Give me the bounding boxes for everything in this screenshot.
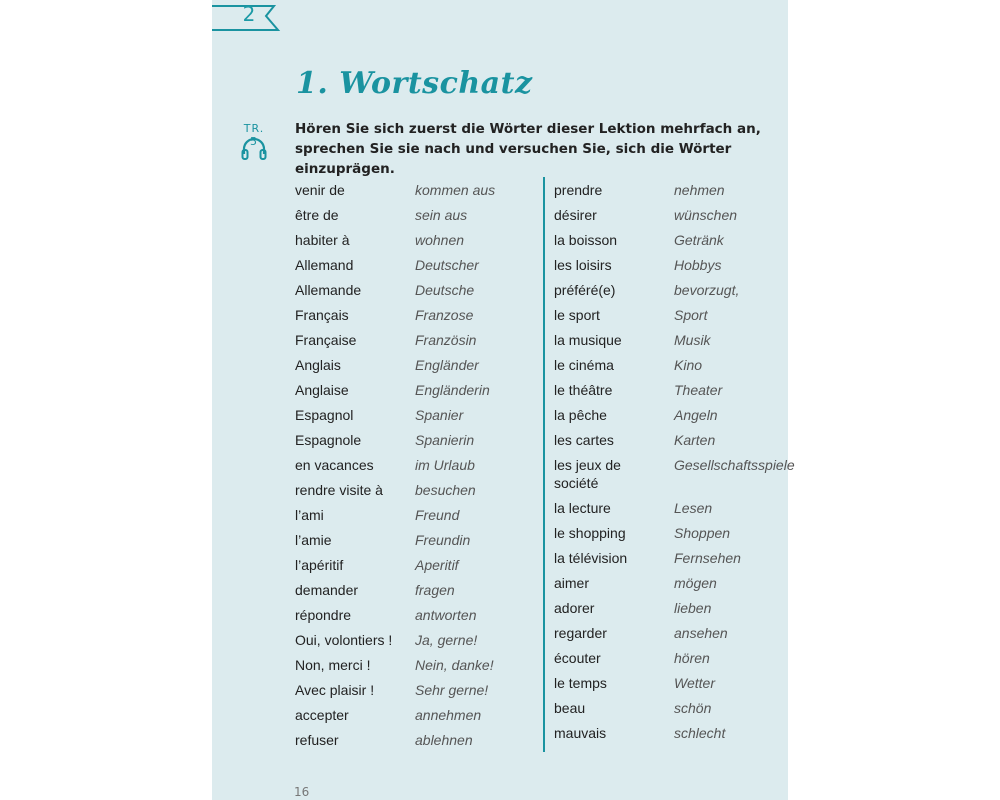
vocab-french: aimer [554,575,590,591]
vocab-french: la lecture [554,500,611,516]
vocab-french: mauvais [554,725,607,741]
vocab-french: désirer [554,207,597,223]
vocab-german: Freundin [415,532,471,548]
vocab-french: venir de [295,182,345,198]
vocab-german: Sport [674,307,708,323]
vocab-german: Wetter [674,675,715,691]
vocab-french: Espagnol [295,407,354,423]
chapter-number: 2 [242,2,256,26]
vocab-french: l’ami [295,507,324,523]
vocab-french: la télévision [554,550,628,566]
vocab-german: nehmen [674,182,725,198]
vocab-french: Anglais [295,357,341,373]
vocab-german: wohnen [415,232,465,248]
vocab-french: l’apéritif [295,557,344,573]
vocab-german: Musik [674,332,711,348]
vocab-german: Theater [674,382,723,398]
vocab-french: Français [295,307,349,323]
vocab-french: Non, merci ! [295,657,371,673]
book-page [212,0,795,800]
vocab-german: Freund [415,507,460,523]
section-title: 1. Wortschatz [296,66,533,101]
vocab-german: kommen aus [415,182,496,198]
vocab-french: préféré(e) [554,282,616,298]
vocab-french: Anglaise [295,382,349,398]
vocab-german: Nein, danke! [415,657,494,673]
vocab-german: sein aus [415,207,468,223]
instructions-text: Hören Sie sich zuerst die Wörter dieser Lektion mehrfach an, sprechen Sie sie nach und versuchen Sie, sich die Wörter einzuprägen. [295,121,761,177]
vocab-german: Lesen [674,500,713,516]
headphones-icon [241,137,267,161]
vocab-french: les jeux de société [554,457,621,491]
vocab-german: Ja, gerne! [415,632,478,648]
vocab-french: la musique [554,332,622,348]
vocab-french: le cinéma [554,357,614,373]
vocab-german: schön [674,700,712,716]
vocab-german: besuchen [415,482,476,498]
vocab-french: la pêche [554,407,607,423]
vocab-german: ablehnen [415,732,473,748]
vocab-german: im Urlaub [415,457,475,473]
vocab-french: Oui, volontiers ! [295,632,393,648]
vocab-french: la boisson [554,232,618,248]
vocab-french: prendre [554,182,603,198]
vocab-german: bevorzugt, [674,282,740,298]
vocab-german: Spanierin [415,432,475,448]
vocab-french: l’amie [295,532,332,548]
track-label: TR. 5 [243,122,265,148]
vocab-german: Französin [415,332,477,348]
vocab-german: Shoppen [674,525,731,541]
vocab-german: Angeln [674,407,718,423]
vocab-french: Allemand [295,257,354,273]
vocab-german: annehmen [415,707,482,723]
vocab-french: être de [295,207,339,223]
vocab-german: mögen [674,575,717,591]
vocab-german: Franzose [415,307,474,323]
vocab-german: Gesellschaftsspiele [674,457,795,473]
vocab-french: rendre visite à [295,482,383,498]
vocab-french: les cartes [554,432,614,448]
column-divider [543,177,545,752]
vocab-german: fragen [415,582,455,598]
vocab-german: Fernsehen [674,550,741,566]
vocab-french: Allemande [295,282,362,298]
vocab-french: beau [554,700,586,716]
vocab-german: Getränk [674,232,724,248]
vocab-french: le théâtre [554,382,613,398]
vocab-french: regarder [554,625,607,641]
vocab-german: Spanier [415,407,464,423]
vocab-french: le temps [554,675,607,691]
vocab-french: le sport [554,307,600,323]
vocab-german: schlecht [674,725,726,741]
vocab-german: Engländerin [415,382,490,398]
vocab-french: refuser [295,732,339,748]
page-number: 16 [294,785,310,799]
vocab-german: Engländer [415,357,479,373]
vocab-french: les loisirs [554,257,612,273]
vocab-german: ansehen [674,625,728,641]
vocab-french: Française [295,332,357,348]
vocab-german: Deutsche [415,282,475,298]
vocab-french: adorer [554,600,595,616]
vocab-french: le shopping [554,525,626,541]
vocab-german: Deutscher [415,257,479,273]
vocab-french: Avec plaisir ! [295,682,375,698]
vocab-german: Aperitif [415,557,459,573]
vocab-german: antworten [415,607,477,623]
vocab-german: lieben [674,600,712,616]
vocab-french: écouter [554,650,601,666]
vocab-german: hören [674,650,710,666]
vocab-french: répondre [295,607,352,623]
vocab-french: habiter à [295,232,350,248]
vocab-german: Karten [674,432,716,448]
vocab-french: en vacances [295,457,374,473]
vocab-german: Hobbys [674,257,722,273]
vocab-german: Kino [674,357,703,373]
vocab-french: accepter [295,707,349,723]
vocab-german: Sehr gerne! [415,682,489,698]
vocab-french: demander [295,582,359,598]
vocab-german: wünschen [674,207,738,223]
vocab-french: Espagnole [295,432,362,448]
